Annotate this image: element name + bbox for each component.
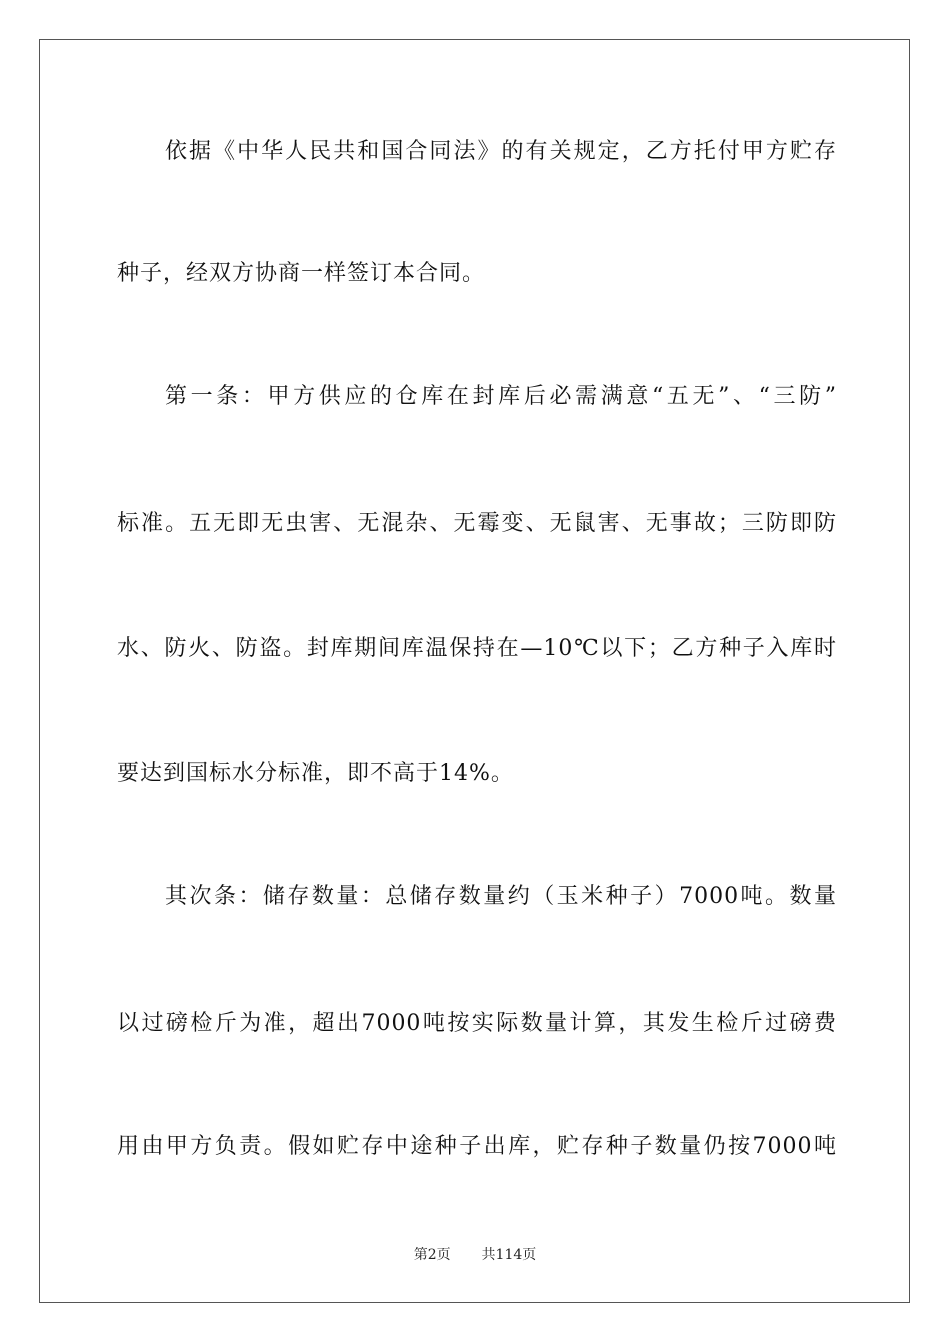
- paragraph-2-line-1: 第一条：甲方供应的仓库在封库后必需满意“五无”、“三防”: [165, 384, 837, 409]
- page-number: 第2页: [413, 1247, 451, 1263]
- paragraph-3-line-3: 用由甲方负责。假如贮存中途种子出库，贮存种子数量仍按7000吨: [117, 1134, 837, 1159]
- total-pages: 共114页: [481, 1247, 537, 1263]
- paragraph-3-line-1: 其次条：储存数量：总储存数量约（玉米种子）7000吨。数量: [165, 884, 837, 909]
- paragraph-3-line-2: 以过磅检斤为准，超出7000吨按实际数量计算，其发生检斤过磅费: [117, 1011, 837, 1036]
- page-footer: [0, 1245, 950, 1265]
- paragraph-2-line-4: 要达到国标水分标准，即不高于14%。: [117, 761, 514, 786]
- paragraph-2-line-2: 标准。五无即无虫害、无混杂、无霉变、无鼠害、无事故；三防即防: [117, 511, 837, 536]
- paragraph-1-line-2: 种子，经双方协商一样签订本合同。: [117, 261, 486, 286]
- page-border: [39, 39, 910, 1303]
- paragraph-1-line-1: 依据《中华人民共和国合同法》的有关规定，乙方托付甲方贮存: [165, 139, 837, 164]
- paragraph-2-line-3: 水、防火、防盗。封库期间库温保持在—10℃以下；乙方种子入库时: [117, 636, 837, 661]
